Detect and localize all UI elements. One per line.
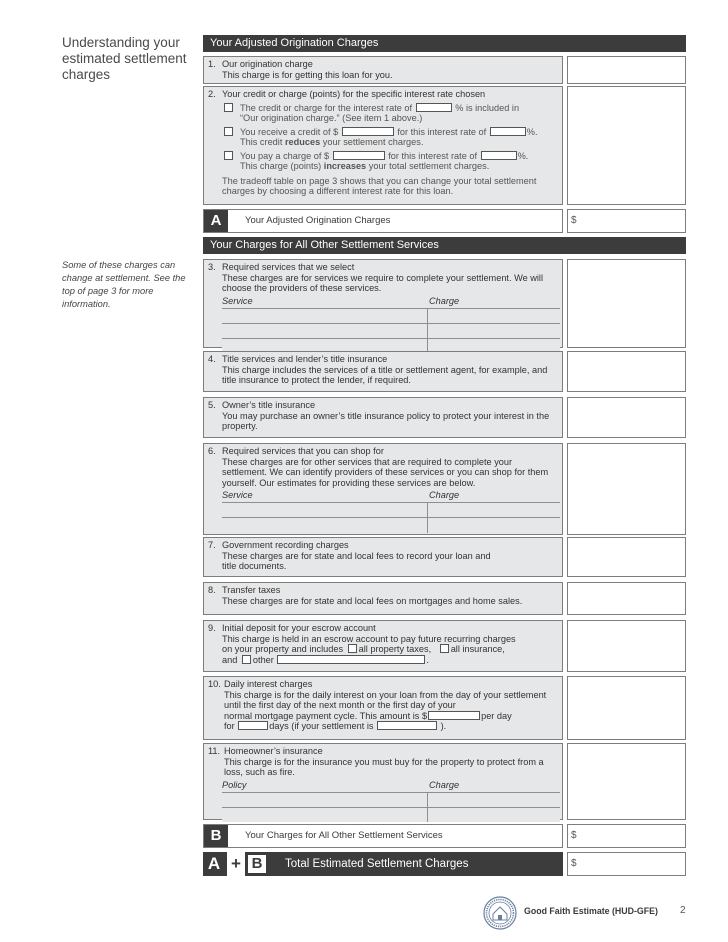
badge-a: A <box>203 852 225 876</box>
charge-amount-field[interactable] <box>333 151 385 160</box>
charge-cell[interactable] <box>427 503 560 518</box>
item-11-row <box>203 743 686 820</box>
service-cell[interactable] <box>222 308 427 323</box>
option-text: This credit <box>240 137 283 147</box>
item-number: 6. <box>208 446 216 456</box>
insurance-checkbox[interactable] <box>440 644 449 653</box>
item-title: Required services that you can shop for <box>222 446 384 456</box>
page-number: 2 <box>680 905 686 916</box>
item-number: 9. <box>208 623 216 633</box>
emphasis-text: increases <box>323 161 367 171</box>
option-text: your total settlement charges. <box>368 161 490 171</box>
item-description: per day <box>481 710 512 721</box>
rate-included-checkbox[interactable] <box>224 103 233 112</box>
option-text: The credit or charge for the interest rate of <box>240 102 413 113</box>
option-label: all insurance, <box>450 644 505 654</box>
hud-seal-icon <box>482 895 518 931</box>
total-a-label: Your Adjusted Origination Charges <box>245 215 391 226</box>
policy-table <box>222 780 560 823</box>
item-number: 3. <box>208 262 216 272</box>
policy-cell[interactable] <box>222 807 427 822</box>
item-7-row <box>203 537 686 577</box>
option-text: You receive a credit of $ <box>240 126 339 137</box>
option-text: %. <box>517 150 529 161</box>
item-number: 10. <box>208 679 221 689</box>
service-table <box>222 490 560 533</box>
charge-cell[interactable] <box>427 518 560 533</box>
item-10-row <box>203 676 686 740</box>
option-text: “Our origination charge.” (See item 1 above.) <box>240 113 423 123</box>
total-a-amount-field[interactable]: $ <box>567 209 686 233</box>
item-8-row <box>203 582 686 615</box>
policy-cell[interactable] <box>222 792 427 807</box>
side-note: Some of these charges can change at settlement. See the top of page 3 for more information. <box>62 260 186 309</box>
item-description: These charges are for services we require to complete your settlement. We will choose the providers of these services. <box>222 272 544 293</box>
item-title: Your credit or charge (points) for the specific interest rate chosen <box>222 89 486 99</box>
column-header-policy: Policy <box>222 779 247 790</box>
page-footer <box>480 895 700 931</box>
badge-b: B <box>246 853 268 875</box>
option-text: for this interest rate of <box>388 150 478 161</box>
charge-cell[interactable] <box>427 807 560 822</box>
item-title: Required services that we select <box>222 262 355 272</box>
plus-sign: + <box>227 852 245 876</box>
settlement-date-field[interactable] <box>377 721 437 730</box>
total-ab-label: Total Estimated Settlement Charges <box>285 858 469 870</box>
item-title: Daily interest charges <box>224 679 313 689</box>
item-4-amount-field[interactable] <box>567 351 686 392</box>
emphasis-text: reduces <box>284 137 321 147</box>
badge-a: A <box>204 210 228 232</box>
charge-cell[interactable] <box>427 792 560 807</box>
option-text: This charge (points) <box>240 161 322 171</box>
item-9-row <box>203 620 686 672</box>
item-description: This charge is for the daily interest on your loan from the day of your settlement until the first day of the next month or the first day of your <box>224 689 547 710</box>
item-description: and <box>222 654 238 665</box>
item-6-amount-field[interactable] <box>567 443 686 535</box>
total-ab-amount-field[interactable]: $ <box>567 852 686 876</box>
item-10-amount-field[interactable] <box>567 676 686 740</box>
item-description: days (if your settlement is <box>269 721 374 731</box>
item-description: normal mortgage payment cycle. This amount is $ <box>224 710 428 721</box>
option-label: other <box>252 654 274 665</box>
item-description: These charges are for state and local fees to record your loan and title documents. <box>222 550 491 571</box>
item-2-amount-field[interactable] <box>567 86 686 205</box>
option-label: all property taxes, <box>358 644 432 654</box>
item-description: These charges are for state and local fees on mortgages and home sales. <box>222 595 523 606</box>
item-3-amount-field[interactable] <box>567 259 686 348</box>
item-5-row <box>203 397 686 438</box>
section-a-header: Your Adjusted Origination Charges <box>203 35 686 52</box>
days-field[interactable] <box>238 721 268 730</box>
item-3-row <box>203 259 686 348</box>
item-description: This charge is held in an escrow account to pay future recurring charges <box>222 633 516 644</box>
total-b-label: Your Charges for All Other Settlement Services <box>245 830 443 841</box>
item-title: Transfer taxes <box>222 585 281 595</box>
column-header-charge: Charge <box>429 295 460 306</box>
option-text: % is included in <box>455 102 520 113</box>
credit-rate-field[interactable] <box>490 127 526 136</box>
item-2-row <box>203 86 686 205</box>
item-number: 7. <box>208 540 216 550</box>
item-11-amount-field[interactable] <box>567 743 686 820</box>
column-header-service: Service <box>222 490 253 500</box>
total-a-row <box>203 209 686 233</box>
footer-title: Good Faith Estimate (HUD-GFE) <box>524 906 658 916</box>
other-checkbox[interactable] <box>242 655 251 664</box>
service-cell[interactable] <box>222 503 427 518</box>
item-number: 11. <box>208 746 221 756</box>
total-b-amount-field[interactable]: $ <box>567 824 686 848</box>
charge-cell[interactable] <box>427 308 560 323</box>
item-title: Initial deposit for your escrow account <box>222 623 376 633</box>
credit-amount-field[interactable] <box>342 127 394 136</box>
tradeoff-note: The tradeoff table on page 3 shows that you can change your total settlement charges by choosing a different interest rate for this loan. <box>222 175 537 196</box>
column-header-charge: Charge <box>429 490 460 500</box>
item-title: Owner’s title insurance <box>222 400 316 410</box>
service-cell[interactable] <box>222 518 427 533</box>
service-cell[interactable] <box>222 323 427 338</box>
item-1-amount-field[interactable] <box>567 56 686 84</box>
charge-rate-field[interactable] <box>481 151 517 160</box>
section-title: Understanding your estimated settlement charges <box>62 35 187 82</box>
section-b-header: Your Charges for All Other Settlement Services <box>203 237 686 254</box>
item-number: 1. <box>208 59 216 69</box>
item-4-row <box>203 351 686 392</box>
option-text: for this interest rate of <box>397 126 487 137</box>
property-taxes-checkbox[interactable] <box>348 644 357 653</box>
item-9-amount-field[interactable] <box>567 620 686 672</box>
item-8-amount-field[interactable] <box>567 582 686 615</box>
item-description: on your property and includes <box>222 644 344 654</box>
item-number: 4. <box>208 354 216 364</box>
credit-checkbox[interactable] <box>224 127 233 136</box>
charge-checkbox[interactable] <box>224 151 233 160</box>
service-table <box>222 296 560 354</box>
option-text: your settlement charges. <box>322 137 424 147</box>
item-description: . <box>426 654 429 665</box>
item-title: Our origination charge <box>222 59 313 69</box>
charge-cell[interactable] <box>427 323 560 338</box>
item-number: 2. <box>208 89 216 99</box>
item-description: This charge includes the services of a title or settlement agent, for example, and title insurance to protect the lender, if required. <box>222 364 548 385</box>
item-number: 8. <box>208 585 216 595</box>
option-text: You pay a charge of $ <box>240 150 330 161</box>
item-description: for <box>224 721 235 731</box>
total-ab-row <box>203 852 686 876</box>
interest-rate-field[interactable] <box>416 103 452 112</box>
column-header-service: Service <box>222 295 253 306</box>
item-title: Title services and lender’s title insurance <box>222 354 388 364</box>
total-b-row <box>203 824 686 848</box>
item-5-amount-field[interactable] <box>567 397 686 438</box>
item-6-row <box>203 443 686 535</box>
item-description: ). <box>440 721 447 731</box>
item-1-row <box>203 56 686 84</box>
item-description: You may purchase an owner’s title insurance policy to protect your interest in the property. <box>222 410 550 431</box>
item-description: These charges are for other services that are required to complete your settlement. We can identify providers of these services or you can shop for them yourself. Our estimates for providing these services are below. <box>222 456 549 488</box>
item-title: Homeowner’s insurance <box>224 746 323 756</box>
option-text: %. <box>526 126 538 137</box>
badge-b: B <box>204 825 228 847</box>
item-description: This charge is for the insurance you must buy for the property to protect from a loss, such as fire. <box>224 756 544 777</box>
daily-amount-field[interactable] <box>428 711 480 720</box>
item-number: 5. <box>208 400 216 410</box>
item-7-amount-field[interactable] <box>567 537 686 577</box>
other-description-field[interactable] <box>277 655 425 664</box>
item-title: Government recording charges <box>222 540 349 550</box>
item-description: This charge is for getting this loan for you. <box>222 69 393 80</box>
column-header-charge: Charge <box>429 779 460 790</box>
